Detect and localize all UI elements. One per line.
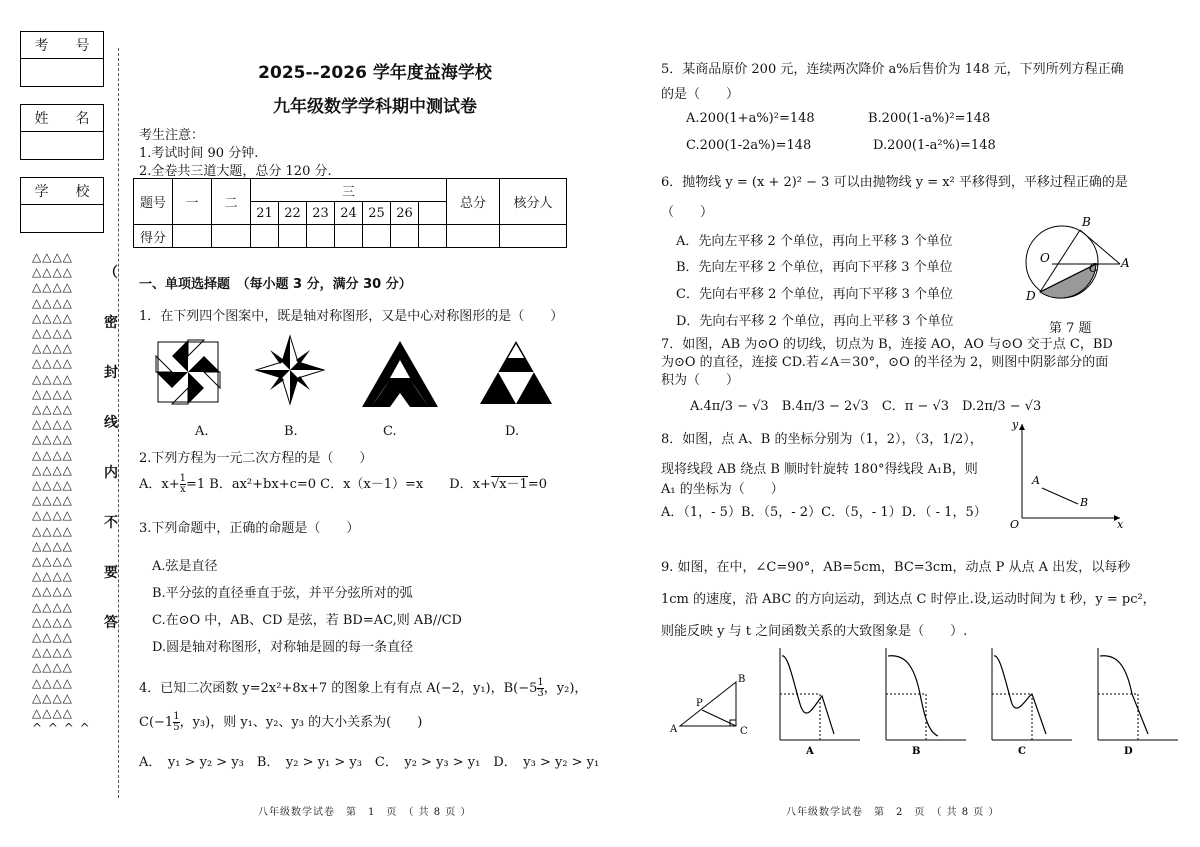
exam-title-line1: 2025--2026 学年度益海学校: [258, 63, 492, 83]
triangle-row: △△△△: [32, 265, 73, 280]
triangle-row: △△△△: [32, 523, 73, 538]
q8-axis-y: y: [1012, 418, 1019, 431]
q2-text: 2.下列方程为一元二次方程的是（ ）: [139, 451, 373, 466]
th-sub-23: 23: [307, 202, 335, 225]
q6-option-b: B．先向左平移 2 个单位，再向下平移 3 个单位: [676, 260, 953, 275]
score-cell[interactable]: [173, 225, 212, 248]
school-field[interactable]: [21, 205, 103, 232]
q2-a-prefix: A．x+: [139, 477, 180, 492]
q7-line3: 积为（ ）: [661, 373, 740, 388]
footer-page1: 八年级数学试卷 第 1 页 （ 共 8 页 ）: [258, 807, 472, 818]
q6-line2: （ ）: [661, 205, 714, 220]
q5-option-a: A.200(1+a%)²=148: [686, 111, 815, 126]
q4-line1-a: 4．已知二次函数 y=2x²+8x+7 的图象上有有点 A(−2，y₁)，B(−5: [139, 681, 538, 696]
seal-char: 要: [104, 565, 118, 581]
score-cell[interactable]: [279, 225, 307, 248]
triangle-row: △△△△: [32, 295, 73, 310]
q8-point-b: B: [1080, 496, 1089, 509]
q4-line2: [139, 711, 422, 733]
name-field[interactable]: [21, 132, 103, 159]
th-part-two: 二: [212, 179, 251, 225]
triangle-row: △△△△: [32, 645, 73, 660]
triangle-row: △△△△: [32, 584, 73, 599]
triangle-row-last: ^ ^ ^ ^: [32, 721, 91, 736]
triangle-row: △△△△: [32, 508, 73, 523]
section1-heading: 一、单项选择题 （每小题 3 分，满分 30 分）: [139, 277, 412, 292]
triangle-row: △△△△: [32, 630, 73, 645]
score-cell[interactable]: [335, 225, 363, 248]
q1-figures: [150, 334, 570, 412]
q7-options: A.4π/3 − √3 B.4π/3 − 2√3 C．π − √3 D.2π/3 − √3: [690, 399, 1042, 414]
school-label-2: 校: [75, 184, 90, 200]
triangle-row: △△△△: [32, 462, 73, 477]
name-label-2: 名: [75, 111, 90, 127]
q4-line2-a: C(−1: [139, 715, 174, 730]
triangle-row: △△△△: [32, 554, 73, 569]
seal-char: 内: [104, 465, 118, 481]
triangle-row: △△△△: [32, 706, 73, 721]
exam-number-box: [20, 31, 104, 87]
triangle-row: △△△△: [32, 569, 73, 584]
q7-line1: 7．如图，AB 为⊙O 的切线，切点为 B，连接 AO，AO 与⊙O 交于点 C，BD: [661, 337, 1113, 352]
triangle-row: △△△△: [32, 493, 73, 508]
q9-label-c: C: [740, 726, 748, 737]
q3-option-a: A.弦是直径: [152, 559, 218, 574]
q6-option-a: A．先向左平移 2 个单位，再向上平移 3 个单位: [676, 234, 953, 249]
seal-char: 答: [104, 615, 118, 631]
th-sub-26: 26: [391, 202, 419, 225]
seal-char: 不: [104, 515, 118, 531]
q9-graph-b: [886, 648, 966, 756]
exam-number-label-2: 号: [75, 38, 90, 54]
fig7-label-d: D: [1026, 289, 1036, 303]
exam-number-label: 考: [34, 38, 49, 54]
seal-char: 密: [104, 315, 118, 331]
q1-option-b: B.: [284, 424, 298, 439]
notice-line1: 1.考试时间 90 分钟.: [139, 146, 259, 161]
th-sub-25: 25: [363, 202, 391, 225]
q4-line1-b: ，y₂)，: [543, 681, 588, 696]
q5-line2: 的是（ ）: [661, 87, 740, 102]
q1-option-a: A.: [195, 424, 209, 439]
q6-line1: 6．抛物线 y = (x + 2)² − 3 可以由抛物线 y = x² 平移得到，平移过程正确的是: [661, 175, 1128, 190]
seal-dashed-line: [118, 48, 119, 798]
triangle-row: △△△△: [32, 599, 73, 614]
triangle-row: △△△△: [32, 432, 73, 447]
q5-option-c: C.200(1-2a%)=148: [686, 138, 812, 153]
seal-char: 封: [104, 365, 118, 381]
th-part-one: 一: [173, 179, 212, 225]
q5-option-b: B.200(1-a%)²=148: [868, 111, 991, 126]
q2-d-suffix: =0: [527, 477, 547, 492]
q5-line1: 5．某商品原价 200 元，连续两次降价 a%后售价为 148 元，下列所列方程正确: [661, 62, 1124, 77]
th-total: 总分: [447, 179, 500, 225]
q7-circle-figure: [1010, 212, 1150, 312]
th-checker: 核分人: [500, 179, 567, 225]
q9-graph-label: A: [806, 746, 814, 756]
notice-line2: 2.全卷共三道大题，总分 120 分.: [139, 164, 332, 179]
q1-option-c: C.: [383, 424, 397, 439]
score-cell[interactable]: [500, 225, 567, 248]
fig7-label-b: B: [1082, 215, 1091, 229]
pinwheel-figure: [156, 340, 220, 404]
q1-option-d: D.: [505, 424, 520, 439]
q8-line3: A₁ 的坐标为（ ）: [661, 482, 784, 497]
triangle-row: △△△△: [32, 447, 73, 462]
score-cell[interactable]: [363, 225, 391, 248]
q9-label-p: P: [696, 698, 703, 709]
fig7-label-c: C: [1089, 261, 1099, 275]
triangle-row: △△△△: [32, 341, 73, 356]
q3-option-d: D.圆是轴对称图形，对称轴是圆的每一条直径: [152, 640, 414, 655]
q2-fraction-num: 1: [179, 473, 186, 484]
q9-graph-c: [992, 648, 1072, 756]
q4-line1: [139, 677, 587, 699]
fig7-caption: 第 7 题: [1049, 321, 1092, 336]
seal-char: 线: [104, 415, 118, 431]
seal-char: （: [104, 265, 118, 281]
score-cell[interactable]: [391, 225, 419, 248]
q9-triangle-figure: [668, 672, 758, 738]
school-box: [20, 177, 104, 233]
score-cell[interactable]: [212, 225, 251, 248]
q9-line3: 则能反映 y 与 t 之间函数关系的大致图象是（ ）.: [661, 624, 968, 639]
q4-frac1-den: 3: [537, 688, 544, 699]
q9-line2: 1cm 的速度，沿 ABC 的方向运动，到达点 C 时停止.设,运动时间为 t 秒，y = pc²，: [661, 592, 1156, 607]
q4-options: A． y₁ > y₂ > y₃ B． y₂ > y₁ > y₃ C． y₂ > y₃ > y₁ D． y₃ > y₂ > y₁: [139, 755, 600, 770]
star-figure: [256, 336, 324, 404]
q9-label-a: A: [670, 724, 678, 735]
triangle-row: △△△△: [32, 250, 73, 264]
inverted-triangle-figure: [480, 341, 552, 404]
school-label: 学: [34, 184, 49, 200]
triangle-row: △△△△: [32, 614, 73, 629]
notice-heading: 考生注意：: [139, 128, 205, 143]
q8-options: A．（1，- 5）B．（5，- 2）C．（5，- 1）D．（ - 1，5）: [661, 505, 987, 520]
exam-title-line2: 九年级数学学科期中测试卷: [273, 97, 477, 117]
q2-options: [139, 473, 547, 495]
q9-label-b: B: [738, 674, 746, 685]
fig7-label-o: O: [1040, 251, 1050, 265]
triangle-row: △△△△: [32, 478, 73, 493]
q8-origin: O: [1010, 518, 1020, 530]
triangle-row: △△△△: [32, 310, 73, 325]
triangle-row: △△△△: [32, 417, 73, 432]
triangle-row: △△△△: [32, 356, 73, 371]
q6-option-d: D．先向右平移 2 个单位，再向上平移 3 个单位: [676, 314, 954, 329]
q9-graph-label: B: [912, 746, 921, 756]
q9-graph-label: D: [1124, 746, 1133, 756]
triangle-row: △△△△: [32, 280, 73, 295]
q9-graph-a: [780, 648, 860, 756]
triangle-row: △△△△: [32, 326, 73, 341]
q2-radicand: x－1: [499, 477, 528, 492]
q3-option-b: B.平分弦的直径垂直于弦，并平分弦所对的弧: [152, 586, 413, 601]
th-sub-21: 21: [251, 202, 279, 225]
q8-coordinate-figure: [1000, 418, 1130, 530]
score-cell[interactable]: [307, 225, 335, 248]
triangle-row: △△△△: [32, 690, 73, 705]
q6-option-c: C．先向右平移 2 个单位，再向下平移 3 个单位: [676, 287, 954, 302]
q8-line1: 8．如图，点 A、B 的坐标分别为（1，2），（3，1/2），: [661, 432, 983, 447]
q4-line2-b: ，y₃)，则 y₁、y₂、y₃ 的大小关系为( ): [179, 715, 423, 730]
fig7-label-a: A: [1121, 256, 1130, 270]
q5-option-d: D.200(1-a²%)=148: [873, 138, 996, 153]
q4-frac2-num: 1: [173, 711, 180, 722]
triangle-row: △△△△: [32, 675, 73, 690]
score-cell[interactable]: [419, 225, 447, 248]
triangle-border: [32, 250, 91, 737]
triangle-row: △△△△: [32, 538, 73, 553]
q9-line1: 9. 如图，在中，∠C=90°，AB=5cm，BC=3cm，动点 P 从点 A 出发，以每秒: [661, 560, 1131, 575]
q8-line2: 现将线段 AB 绕点 B 顺时针旋转 180°得线段 A₁B，则: [661, 462, 978, 477]
triangle-row: △△△△: [32, 371, 73, 386]
q4-frac1-num: 1: [537, 677, 544, 688]
q1-text: 1．在下列四个图案中，既是轴对称图形，又是中心对称图形的是（ ）: [139, 309, 564, 324]
q4-frac2-den: 5: [173, 722, 180, 733]
triangle-row: △△△△: [32, 660, 73, 675]
q9-graph-label: C: [1018, 746, 1026, 756]
q7-line2: 为⊙O 的直径，连接 CD.若∠A＝30°，⊙O 的半径为 2，则图中阴影部分的面: [661, 355, 1109, 370]
triangle-row: △△△△: [32, 402, 73, 417]
q2-radical: √x－1: [490, 477, 528, 492]
triangle-pattern-figure: [362, 341, 438, 407]
name-label: 姓: [34, 111, 49, 127]
row-score-label: 得分: [134, 225, 173, 248]
th-sub-24: 24: [335, 202, 363, 225]
score-table: [133, 178, 567, 248]
th-question-no: 题号: [134, 179, 173, 225]
triangle-row: △△△△: [32, 386, 73, 401]
th-sub-22: 22: [279, 202, 307, 225]
q3-text: 3.下列命题中，正确的命题是（ ）: [139, 521, 360, 536]
q8-point-a: A: [1032, 474, 1040, 487]
score-cell[interactable]: [251, 225, 279, 248]
name-box: [20, 104, 104, 160]
th-sub-blank: [419, 202, 447, 225]
th-part-three: 三: [251, 179, 447, 202]
exam-number-field[interactable]: [21, 59, 103, 86]
q2-fraction-den: x: [179, 484, 186, 495]
score-cell[interactable]: [447, 225, 500, 248]
q9-answer-graphs: [768, 644, 1188, 756]
footer-page2: 八年级数学试卷 第 2 页 （ 共 8 页 ）: [786, 807, 1000, 818]
q3-option-c: C.在⊙O 中，AB、CD 是弦，若 BD=AC,则 AB//CD: [152, 613, 462, 628]
q2-options-mid: =1 B．ax²+bx+c=0 C．x（x－1）=x D．x+: [186, 477, 491, 492]
q9-graph-d: [1098, 648, 1178, 756]
q8-axis-x: x: [1117, 518, 1124, 530]
